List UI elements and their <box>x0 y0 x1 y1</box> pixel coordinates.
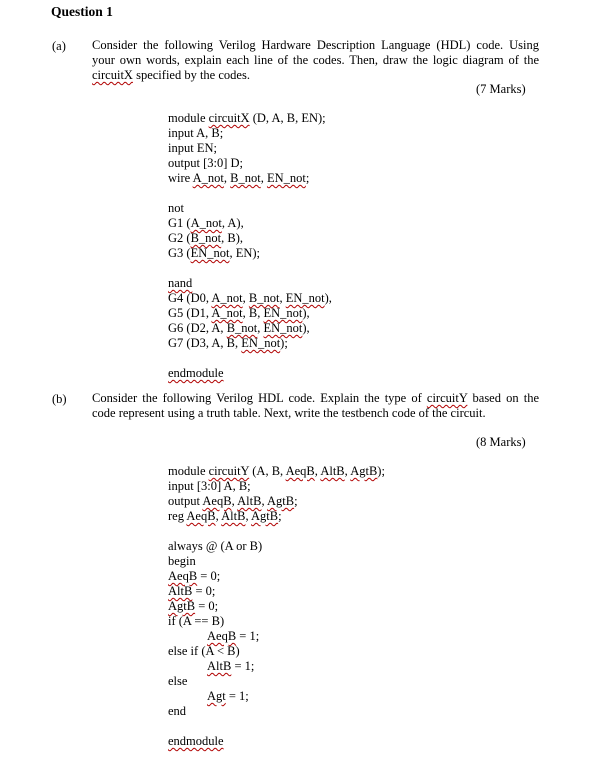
code-line-g6 <box>168 321 310 336</box>
code-line-g4 <box>168 291 332 306</box>
code-token: G6 (D2, A, <box>168 321 227 335</box>
part-a-marks: (7 Marks) <box>476 82 526 96</box>
code-line-init-altb <box>168 584 215 599</box>
part-a-question-text <box>92 38 539 83</box>
code-token: AeqB <box>285 464 315 478</box>
code-line-endmodule-a <box>168 366 224 381</box>
code-token: EN_not <box>263 306 303 320</box>
code-line-endmodule-b <box>168 734 224 749</box>
code-token: AltB <box>221 509 246 523</box>
code-token: based on the code represent using a truth table. Next, write the testbench code of the circuit. <box>92 391 540 420</box>
code-line-nand <box>168 276 192 291</box>
code-token: , A), <box>221 216 244 230</box>
code-token: AgtB <box>350 464 378 478</box>
code-line-input-en: input EN; <box>168 141 217 155</box>
code-token: , B, <box>242 306 264 320</box>
code-line-g7 <box>168 336 288 351</box>
code-token: ), <box>302 306 310 320</box>
code-token: EN_not <box>190 246 230 260</box>
code-token: AeqB <box>202 494 232 508</box>
code-token: circuitY <box>208 464 250 478</box>
part-a-label: (a) <box>52 39 66 53</box>
code-token: EN_not <box>285 291 325 305</box>
code-token: = 1; <box>225 689 249 703</box>
code-token: AeqB <box>207 629 237 643</box>
code-token: (D, A, B, EN); <box>249 111 326 125</box>
code-token: A_not <box>190 216 222 230</box>
code-token: G1 ( <box>168 216 191 230</box>
code-token: B_not <box>230 171 261 185</box>
code-line-not: not <box>168 201 184 215</box>
code-token: = 1; <box>231 659 255 673</box>
spellcheck-circuitx: circuitX <box>92 68 133 82</box>
code-token: AltB <box>168 584 193 598</box>
code-line-else: else <box>168 674 188 688</box>
code-token: = 0; <box>195 599 219 613</box>
code-token: AltB <box>207 659 232 673</box>
code-token: EN_not <box>241 336 281 350</box>
code-token: A_not <box>192 171 224 185</box>
code-token: AgtB <box>251 509 279 523</box>
code-token: ); <box>280 336 288 350</box>
code-line-g3 <box>168 246 260 261</box>
code-line-always: always @ (A or B) <box>168 539 263 553</box>
spellcheck-circuity: circuitY <box>426 391 468 405</box>
code-token: A_not <box>211 291 243 305</box>
code-line-reg-b <box>168 509 282 524</box>
code-token: , <box>257 321 264 335</box>
code-line-init-agtb <box>168 599 218 614</box>
code-token: , EN); <box>229 246 261 260</box>
code-token: , <box>260 171 267 185</box>
code-token: EN_not <box>263 321 303 335</box>
code-token: B_not <box>226 321 258 335</box>
code-token: G3 ( <box>168 246 191 260</box>
code-line-begin: begin <box>168 554 196 568</box>
code-token: AgtB <box>168 599 196 613</box>
code-token: , <box>314 464 321 478</box>
code-token: reg <box>168 509 187 523</box>
code-line-output-b <box>168 494 298 509</box>
code-token: G7 (D3, A, B, <box>168 336 242 350</box>
code-token: ), <box>324 291 332 305</box>
code-token: A_not <box>211 306 243 320</box>
code-token: circuitX <box>208 111 250 125</box>
part-b-marks: (8 Marks) <box>476 435 526 449</box>
code-token: Agt <box>207 689 226 703</box>
code-token: , <box>344 464 351 478</box>
code-token: B_not <box>248 291 280 305</box>
question-title: Question 1 <box>51 4 113 19</box>
code-line-assign-eq <box>207 629 259 644</box>
code-token: wire <box>168 171 193 185</box>
code-token: Consider the following Verilog HDL code. Explain the type of <box>92 391 427 405</box>
code-token: specified by the codes. <box>132 68 250 82</box>
code-line-input-b: input [3:0] A, B; <box>168 479 251 493</box>
code-line-init-aeqb <box>168 569 220 584</box>
part-b-label: (b) <box>52 392 67 406</box>
code-token: G5 (D1, <box>168 306 212 320</box>
code-token: , <box>279 291 286 305</box>
code-line-elseif: else if (A < B) <box>168 644 240 658</box>
code-line-g1 <box>168 216 244 231</box>
code-token: , <box>242 291 249 305</box>
code-line-module <box>168 111 326 126</box>
code-token: G2 ( <box>168 231 191 245</box>
code-token: AltB <box>320 464 345 478</box>
code-token: (A, B, <box>249 464 286 478</box>
code-line-assign-lt <box>207 659 254 674</box>
code-token: ), <box>302 321 310 335</box>
code-token: = 1; <box>236 629 260 643</box>
code-line-g2 <box>168 231 243 246</box>
code-token: endmodule <box>168 366 224 380</box>
code-token: , <box>231 494 238 508</box>
code-token: module <box>168 464 209 478</box>
code-line-output: output [3:0] D; <box>168 156 243 170</box>
code-token: G4 (D0, <box>168 291 212 305</box>
code-line-module-b <box>168 464 385 479</box>
code-token: AgtB <box>267 494 295 508</box>
code-line-if: if (A == B) <box>168 614 225 628</box>
code-token: output <box>168 494 203 508</box>
code-token: , <box>245 509 252 523</box>
code-token: , <box>261 494 267 508</box>
code-line-wire <box>168 171 309 186</box>
code-token: AeqB <box>186 509 216 523</box>
code-token: module <box>168 111 209 125</box>
code-token: nand <box>168 276 193 290</box>
code-token: = 0; <box>197 569 221 583</box>
code-token: = 0; <box>192 584 216 598</box>
code-token: B_not <box>190 231 222 245</box>
code-token: , B), <box>221 231 244 245</box>
code-token: , <box>215 509 222 523</box>
code-line-input-ab: input A, B; <box>168 126 224 140</box>
code-token: EN_not <box>266 171 306 185</box>
code-token: ; <box>305 171 310 185</box>
code-token: Consider the following Verilog Hardware Description Language (HDL) code. Using your own words, explain each line of the codes. Then, draw the logic diagram of the <box>92 38 539 67</box>
code-token: , <box>223 171 231 185</box>
code-token: ); <box>377 464 385 478</box>
code-token: ; <box>278 509 282 523</box>
code-token: endmodule <box>168 734 224 748</box>
code-token: ; <box>294 494 298 508</box>
code-line-g5 <box>168 306 310 321</box>
code-line-assign-gt <box>207 689 249 704</box>
code-token: AltB <box>237 494 262 508</box>
code-line-end: end <box>168 704 187 718</box>
code-token: AeqB <box>168 569 198 583</box>
part-b-question-text <box>92 391 539 421</box>
